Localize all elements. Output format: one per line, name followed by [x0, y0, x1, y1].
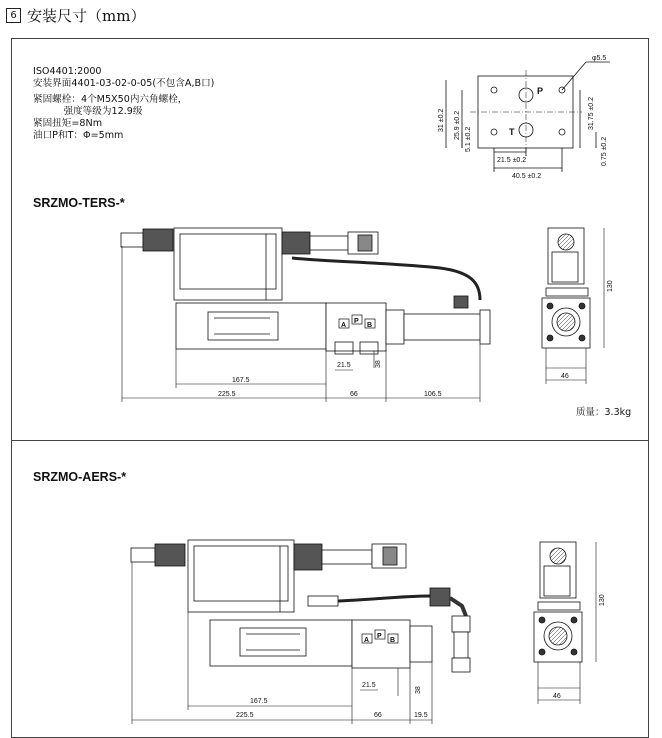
hole-diameter: φ5.5 — [592, 55, 607, 62]
model1-dim-21-5: 21.5 — [337, 362, 351, 369]
model1-name: SRZMO-TERS-* — [33, 196, 125, 210]
model2-port-a: A — [364, 637, 370, 644]
model2-dim-130: 130 — [599, 594, 606, 606]
model1-dim-106-5: 106.5 — [424, 391, 442, 398]
model1-port-a: A — [341, 322, 347, 329]
model1-end-view — [542, 228, 590, 348]
model2-dim-66: 66 — [374, 712, 382, 719]
dim-31-75: 31.75 ±0.2 — [588, 96, 595, 130]
dim-21-5: 21.5 ±0.2 — [497, 157, 527, 164]
model2-dim-38: 38 — [415, 686, 422, 694]
dim-40-5: 40.5 ±0.2 — [512, 173, 542, 180]
spec-line-interface: 安装界面4401-03-02-0-05(不包含A,B口) — [33, 78, 215, 89]
model1-dim-66: 66 — [350, 391, 358, 398]
spec-line-torque: 紧固扭矩=8Nm — [33, 118, 103, 129]
model2-dim-19-5: 19.5 — [414, 712, 428, 719]
section-number: 6 — [6, 8, 21, 23]
model2-side-view — [131, 540, 470, 672]
model2-end-view — [534, 542, 582, 662]
model2-dim-225-5: 225.5 — [236, 712, 254, 719]
model2-name: SRZMO-AERS-* — [33, 470, 127, 484]
spec-line-standard: ISO4401:2000 — [33, 66, 102, 77]
dim-0-75: 0.75 ±0.2 — [601, 136, 608, 166]
model2-dim-21-5: 21.5 — [362, 682, 376, 689]
model1-side-view — [121, 228, 490, 354]
model2-port-p: P — [377, 633, 382, 640]
port-p-label: P — [537, 86, 544, 96]
mounting-interface-diagram — [446, 62, 610, 172]
model1-dim-46: 46 — [561, 373, 569, 380]
spec-line-ports: 油口P和T：Φ=5mm — [33, 130, 124, 141]
spec-line-bolts: 紧固螺栓：4个M5X50内六角螺栓， — [33, 94, 188, 105]
spec-line-bolt-grade: 强度等级为12.9级 — [33, 106, 143, 117]
model1-dim-130: 130 — [607, 280, 614, 292]
model1-port-b: B — [367, 322, 373, 329]
dim-31: 31 ±0.2 — [438, 108, 445, 132]
port-t-label: T — [509, 127, 515, 137]
model1-port-p: P — [354, 318, 359, 325]
model1-dim-38: 38 — [375, 360, 382, 368]
dim-5-1: 5.1 ±0.2 — [465, 126, 472, 152]
model1-mass: 质量：3.3kg — [576, 407, 632, 418]
model1-dim-167-5: 167.5 — [232, 377, 250, 384]
dim-25-9: 25.9 ±0.2 — [454, 110, 461, 140]
model2-dim-167-5: 167.5 — [250, 698, 268, 705]
model1-dim-225-5: 225.5 — [218, 391, 236, 398]
model2-port-b: B — [390, 637, 396, 644]
section-title: 安装尺寸（mm） — [27, 6, 146, 25]
model2-dim-46: 46 — [553, 693, 561, 700]
